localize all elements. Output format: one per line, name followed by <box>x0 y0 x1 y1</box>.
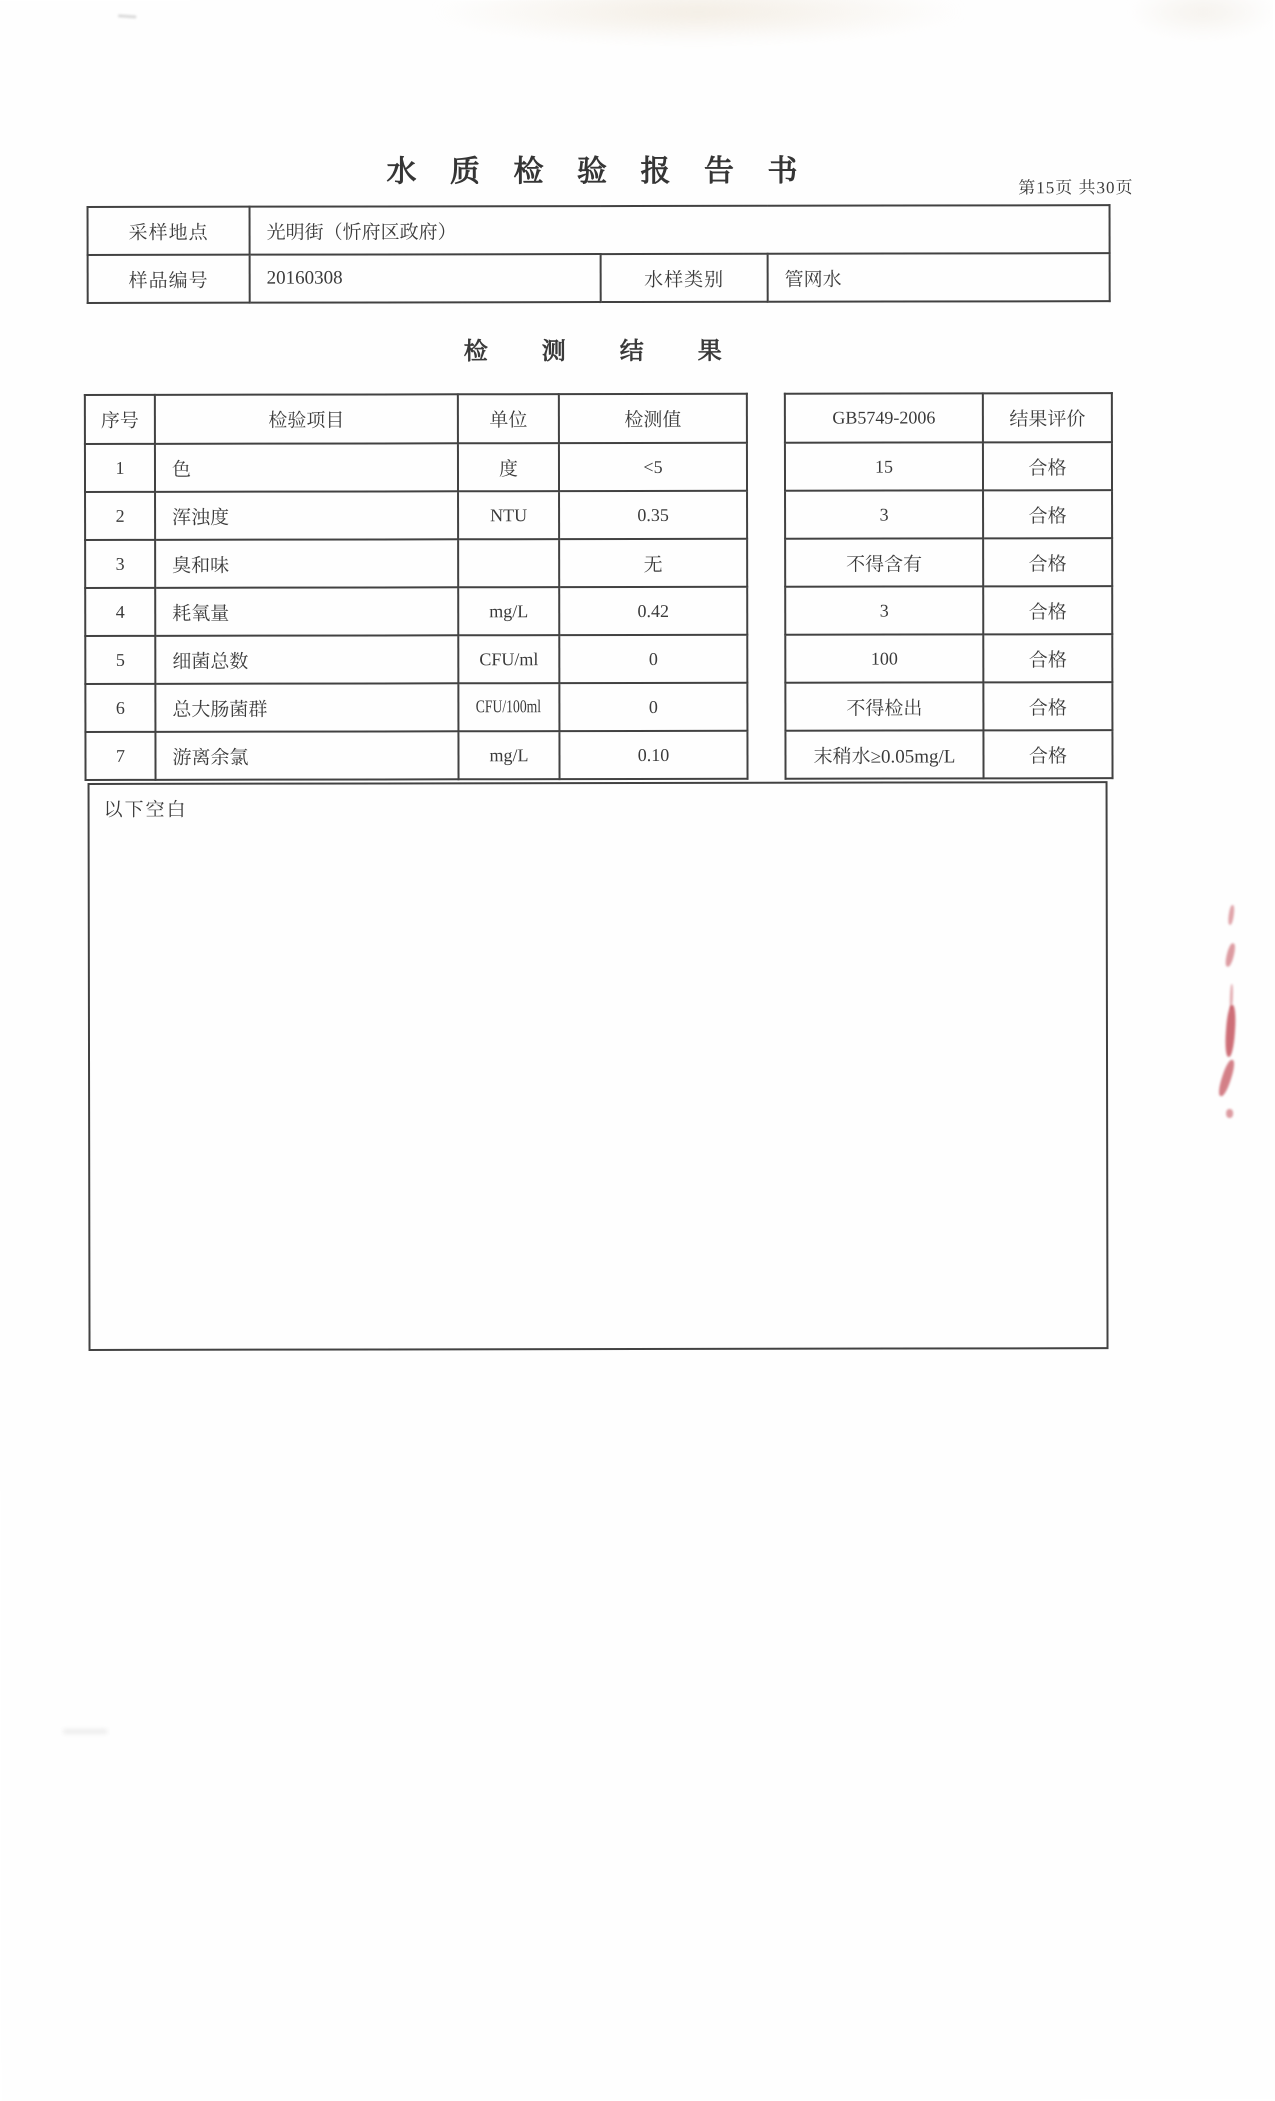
red-ink-mark <box>1229 984 1233 1010</box>
header-value: 检测值 <box>559 394 747 443</box>
table-row <box>785 490 1112 539</box>
cell-item: 游离余氯 <box>155 731 458 780</box>
cell-evaluation: 合格 <box>983 490 1112 538</box>
cell-evaluation: 合格 <box>983 586 1112 634</box>
cell-value: 无 <box>559 539 747 587</box>
table-row <box>785 730 1112 779</box>
cell-unit: NTU <box>458 491 559 539</box>
red-ink-mark <box>1227 905 1235 925</box>
results-table-right <box>784 392 1114 780</box>
scan-gray-dash <box>118 14 136 18</box>
cell-unit: mg/L <box>458 587 559 635</box>
cell-standard: 3 <box>785 586 983 634</box>
cell-unit: CFU/100ml <box>476 696 542 717</box>
table-row <box>785 682 1112 731</box>
table-header-row <box>85 394 747 444</box>
report-title: 水 质 检 验 报 告 书 <box>386 154 811 189</box>
header-unit: 单位 <box>458 394 559 443</box>
cell-standard: 末稍水≥0.05mg/L <box>785 730 983 778</box>
table-row <box>785 586 1112 635</box>
water-type-label: 水样类别 <box>601 254 768 302</box>
cell-unit: 度 <box>458 443 559 491</box>
cell-no: 4 <box>85 588 155 636</box>
results-table-left <box>84 393 749 781</box>
cell-no: 6 <box>85 684 155 732</box>
header-no: 序号 <box>85 395 155 444</box>
table-row <box>785 442 1112 491</box>
table-row <box>85 683 747 732</box>
cell-item: 色 <box>155 443 458 492</box>
header-evaluation: 结果评价 <box>983 393 1112 442</box>
cell-item: 臭和味 <box>155 539 458 588</box>
sampling-location-value: 光明街（忻府区政府） <box>250 205 1110 255</box>
sample-number-label: 样品编号 <box>88 255 250 303</box>
cell-evaluation: 合格 <box>983 538 1112 586</box>
table-row <box>785 538 1112 587</box>
page-number: 第15页 共30页 <box>1018 178 1134 198</box>
scan-smudge-top <box>428 0 968 44</box>
cell-no: 3 <box>85 540 155 588</box>
header-standard: GB5749-2006 <box>785 393 983 442</box>
cell-value: 0.42 <box>559 587 747 635</box>
cell-unit: CFU/ml <box>458 635 559 683</box>
red-ink-mark <box>1224 942 1237 967</box>
red-ink-mark <box>1226 1109 1233 1118</box>
cell-unit: mg/L <box>458 731 559 779</box>
cell-unit <box>458 539 559 587</box>
cell-item: 细菌总数 <box>155 635 458 684</box>
table-row <box>85 491 747 540</box>
cell-evaluation: 合格 <box>983 730 1112 778</box>
cell-standard: 不得含有 <box>785 538 983 586</box>
cell-no: 5 <box>85 636 155 684</box>
cell-value: <5 <box>559 443 747 491</box>
scan-gray-speck <box>63 1729 107 1734</box>
section-title: 检 测 结 果 <box>463 338 746 366</box>
cell-standard: 不得检出 <box>785 682 983 730</box>
cell-standard: 3 <box>785 490 983 538</box>
cell-evaluation: 合格 <box>983 634 1112 682</box>
sample-info-table <box>87 204 1111 304</box>
table-row <box>85 443 747 492</box>
red-ink-mark <box>1216 1059 1236 1098</box>
table-row <box>785 634 1112 683</box>
cell-standard: 15 <box>785 442 983 490</box>
cell-item: 总大肠菌群 <box>155 683 458 732</box>
cell-no: 7 <box>85 732 155 780</box>
red-ink-mark <box>1224 1005 1237 1057</box>
cell-evaluation: 合格 <box>983 682 1112 730</box>
cell-no: 1 <box>85 444 155 492</box>
cell-value: 0 <box>559 635 747 683</box>
table-row <box>85 635 747 684</box>
header-item: 检验项目 <box>155 394 458 444</box>
cell-evaluation: 合格 <box>983 442 1112 490</box>
table-row <box>88 253 1110 303</box>
cell-item: 耗氧量 <box>155 587 458 636</box>
cell-value: 0.35 <box>559 491 747 539</box>
table-row <box>85 539 747 588</box>
cell-standard: 100 <box>785 634 983 682</box>
table-row <box>85 731 747 780</box>
sampling-location-label: 采样地点 <box>88 207 250 255</box>
blank-remainder-box <box>88 781 1109 1351</box>
sample-number-value: 20160308 <box>250 254 601 303</box>
table-row <box>88 205 1110 255</box>
cell-value: 0.10 <box>559 731 747 779</box>
blank-note: 以下空白 <box>103 799 188 821</box>
scan-smudge-top-right <box>1128 0 1275 39</box>
cell-no: 2 <box>85 492 155 540</box>
table-row <box>85 587 747 636</box>
table-header-row <box>785 393 1112 443</box>
cell-item: 浑浊度 <box>155 491 458 540</box>
cell-value: 0 <box>559 683 747 731</box>
water-type-value: 管网水 <box>768 253 1110 302</box>
